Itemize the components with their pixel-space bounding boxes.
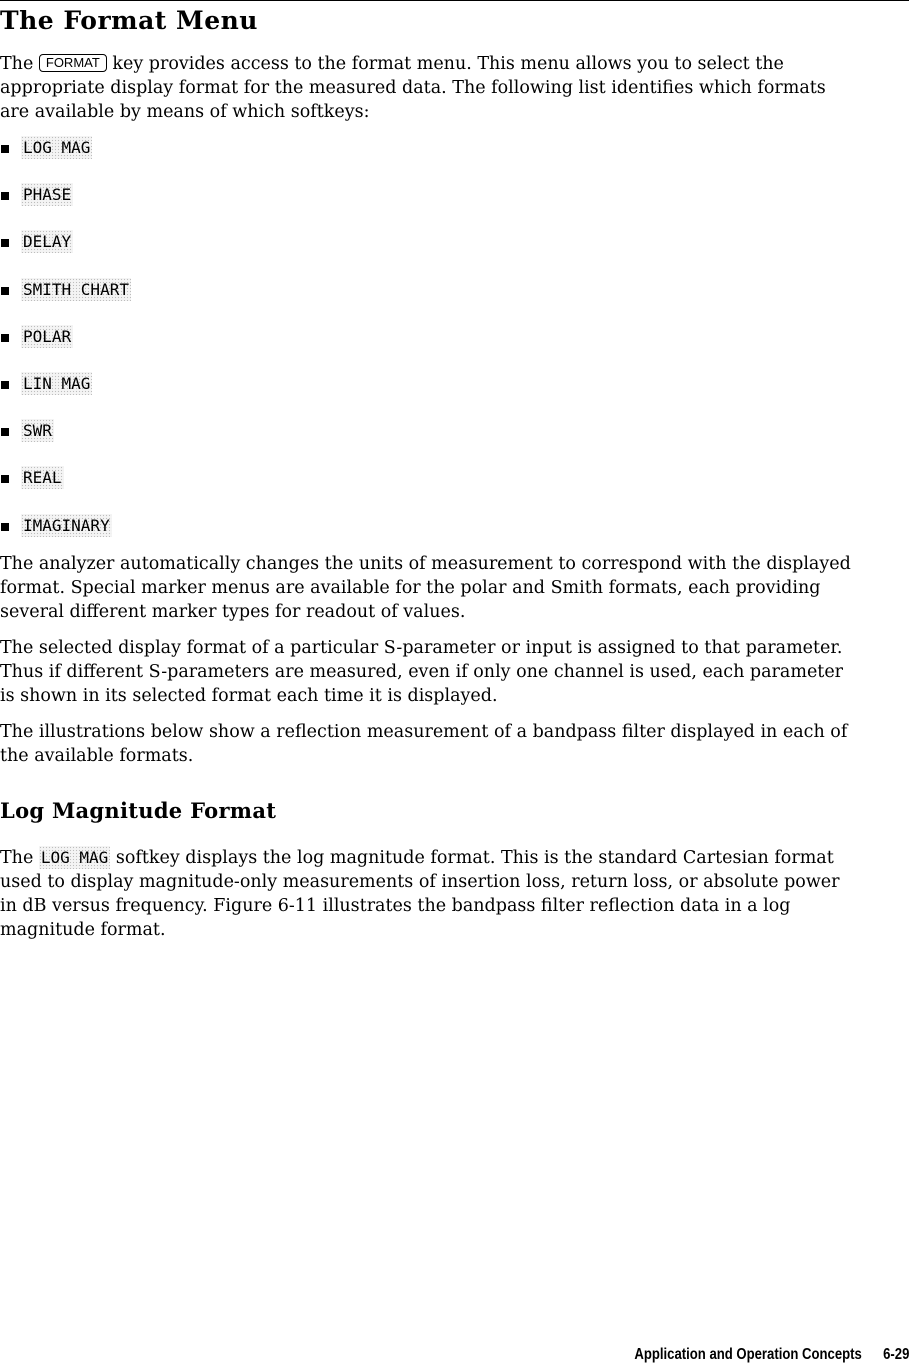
illustrations-line2: the available formats.: [0, 746, 194, 766]
list-item: [0, 419, 131, 466]
softkey-polar[interactable]: POLAR: [23, 326, 72, 346]
log-mag-line4: magnitude format.: [0, 920, 166, 940]
softkey-lin-mag[interactable]: LIN MAG: [23, 373, 91, 393]
bullet-icon: [1, 475, 9, 483]
bullet-icon: [1, 287, 9, 295]
list-item: [0, 278, 131, 325]
softkey-log-mag-inline[interactable]: LOG MAG: [40, 848, 109, 867]
log-mag-line1: softkey displays the log magnitude format. This is the standard Cartesian format: [110, 848, 834, 868]
format-hardkey[interactable]: FORMAT: [39, 54, 107, 72]
selected-format-paragraph: [0, 636, 843, 708]
list-item: [0, 230, 131, 277]
log-mag-line2: used to display magnitude-only measurements of insertion loss, return loss, or absolute power: [0, 872, 840, 892]
intro-line1: key provides access to the format menu. This menu allows you to select the: [106, 54, 784, 74]
bullet-icon: [1, 334, 9, 342]
list-item: [0, 136, 131, 183]
softkey-imaginary[interactable]: IMAGINARY: [23, 515, 110, 535]
softkey-smith-chart[interactable]: SMITH CHART: [23, 279, 129, 299]
units-line1: The analyzer automatically changes the units of measurement to correspond with the displayed: [0, 554, 851, 574]
section-title: The Format Menu: [0, 6, 258, 35]
bullet-icon: [1, 428, 9, 436]
intro-line3: are available by means of which softkeys:: [0, 102, 370, 122]
selected-line2: Thus if different S-parameters are measured, even if only one channel is used, each parameter: [0, 662, 844, 682]
illustrations-line1: The illustrations below show a reflection measurement of a bandpass filter displayed in each of: [0, 722, 848, 742]
footer-chapter-title: Application and Operation Concepts: [633, 1346, 862, 1363]
bullet-icon: [1, 192, 9, 200]
intro-line2: appropriate display format for the measured data. The following list identifies which formats: [0, 78, 826, 98]
bullet-icon: [1, 145, 9, 153]
bullet-icon: [1, 239, 9, 247]
bullet-icon: [1, 523, 9, 531]
list-item: [0, 183, 131, 230]
log-mag-line3: in dB versus frequency. Figure 6-11 illustrates the bandpass filter reflection data in a log: [0, 896, 791, 916]
subsection-title: Log Magnitude Format: [0, 798, 277, 823]
footer-page-number: 6-29: [882, 1346, 909, 1363]
log-mag-paragraph: [0, 846, 840, 942]
softkey-phase[interactable]: PHASE: [23, 185, 72, 205]
selected-line3: is shown in its selected format each time it is displayed.: [0, 686, 498, 706]
softkey-real[interactable]: REAL: [23, 468, 62, 488]
units-line2: format. Special marker menus are available for the polar and Smith formats, each providing: [0, 578, 821, 598]
softkey-swr[interactable]: SWR: [23, 421, 52, 441]
list-item: [0, 466, 131, 513]
illustrations-paragraph: [0, 720, 847, 768]
selected-line1: The selected display format of a particular S-parameter or input is assigned to that parameter.: [0, 638, 843, 658]
bullet-icon: [1, 381, 9, 389]
format-softkey-list: [0, 136, 131, 561]
top-rule: [0, 0, 909, 1]
page-footer: [634, 1346, 909, 1364]
intro-text-start: The: [0, 54, 39, 74]
softkey-log-mag[interactable]: LOG MAG: [23, 138, 91, 157]
list-item: [0, 372, 131, 419]
intro-paragraph: [0, 52, 826, 124]
list-item: [0, 325, 131, 372]
units-paragraph: [0, 552, 851, 624]
log-mag-text-start: The: [0, 848, 39, 868]
softkey-delay[interactable]: DELAY: [23, 232, 72, 252]
units-line3: several different marker types for readout of values.: [0, 602, 466, 622]
